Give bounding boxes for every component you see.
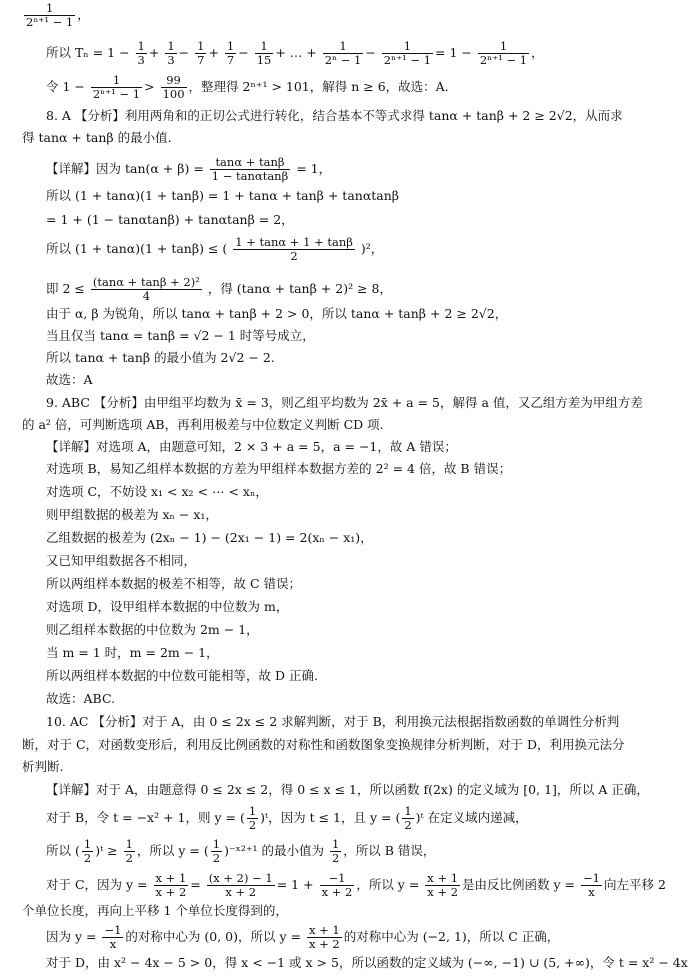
text-line: 所以 Tₙ = 1 − $\frac{1}{3}$ + $\frac{1}{3}$ − $\frac{1}{7}$ + $\frac{1}{7}$ − $\frac{1}{15}$ + … + $\frac{1}{\text{2ⁿ − 1}}$ − $\frac{1}{\text{2ⁿ⁺¹ − 1}}$ = 1 − $\frac{1}{\text{2ⁿ⁺¹ − 1}}$ ， xyxy=(46,39,544,67)
text-line: 当且仅当 tanα = tanβ = √2 − 1 时等号成立， xyxy=(46,328,315,343)
text-line: 对于 C，因为 y = $\frac{x + 1}{x + 2}$ = $\frac{(x + 2) - 1}{x + 2}$ = 1 + $\frac{-1}{x + 2}$ ，所以 y = $\frac{x + 1}{x + 2}$ 是由反比例函数 y = $\frac{-1}{x}$ 向左平移 2 xyxy=(46,871,666,899)
text-line: 所以 tanα + tanβ 的最小值为 2√2 − 2. xyxy=(46,350,275,365)
fraction-line: $\frac{1}{\text{2ⁿ⁺¹ − 1}}$ ， xyxy=(26,1,90,29)
text-line: 即 2 ≤ $\frac{\text{(tanα + tanβ + 2)²}}{4}$ ，得 (tanα + tanβ + 2)² ≥ 8， xyxy=(46,275,392,303)
text-line: 又已知甲组数据各不相同， xyxy=(46,553,197,568)
text-line: 当 m = 1 时，m = 2m − 1， xyxy=(46,645,219,660)
text-line: 由于 α, β 为锐角，所以 tanα + tanβ + 2 > 0，所以 tanα + tanβ + 2 ≥ 2√2， xyxy=(46,306,508,321)
text-line: 令 1 − $\frac{1}{\text{2ⁿ⁺¹ − 1}}$ > $\frac{99}{100}$ ，整理得 2ⁿ⁺¹ > 101，解得 n ≥ 6，故选：A. xyxy=(46,73,449,101)
text-line: 对选项 C，不妨设 x₁ < x₂ < ⋯ < xₙ， xyxy=(46,484,268,499)
q8-analysis-cont: 得 tanα + tanβ 的最小值. xyxy=(22,130,172,145)
text-line: 所以 (1 + tanα)(1 + tanβ) ≤ ( $\frac{1 + \tan\alpha + 1 + \tan\beta}{2}$ )²， xyxy=(46,235,384,263)
q10-detail: 【详解】对于 A，由题意得 0 ≤ 2x ≤ 2，得 0 ≤ x ≤ 1，所以函数 f(2x) 的定义域为 [0, 1]，所以 A 正确， xyxy=(46,782,649,797)
text-line: 对选项 D，设甲组样本数据的中位数为 m， xyxy=(46,599,289,614)
text-line: 则乙组样本数据的中位数为 2m − 1， xyxy=(46,622,259,637)
text-line: 对于 B，令 t = −x² + 1，则 y = ( $\frac{1}{2}$ )ᵗ，因为 t ≤ 1，且 y = ( $\frac{1}{2}$ )ᵗ 在定义域内递减， xyxy=(46,804,528,832)
text-line: 因为 y = $\frac{-1}{x}$ 的对称中心为 (0, 0)，所以 y = $\frac{x + 1}{x + 2}$ 的对称中心为 (−2, 1)，所以 C 正确， xyxy=(46,923,560,951)
text-line: 故选：A xyxy=(46,372,93,387)
text-line: 所以 (1 + tanα)(1 + tanβ) = 1 + tanα + tanβ + tanαtanβ xyxy=(46,188,400,203)
text-line: 则甲组数据的极差为 xₙ − x₁， xyxy=(46,507,218,522)
q9-detail: 【详解】对选项 A，由题意可知，2 × 3 + a = 5，a = −1，故 A 错误； xyxy=(46,439,457,454)
q9-analysis-cont: 的 a² 倍，可判断选项 AB，再利用极差与中位数定义判断 CD 项. xyxy=(22,417,384,432)
fraction: $\frac{1}{\text{2ⁿ⁺¹ − 1}}$ xyxy=(26,1,74,29)
text-line: 个单位长度，再向上平移 1 个单位长度得到的， xyxy=(22,903,288,918)
text-line: 故选：ABC. xyxy=(46,691,116,706)
text-line: 对于 D，由 x² − 4x − 5 > 0，得 x < −1 或 x > 5，所以函数的定义域为 (−∞, −1) ∪ (5, +∞)，令 t = x² − 4x xyxy=(46,955,688,970)
q9-analysis: 9. ABC 【分析】由甲组平均数为 x̄ = 3，则乙组平均数为 2x̄ + a = 5，解得 a 值，又乙组方差为甲组方差 xyxy=(46,395,643,410)
text-line: 所以 ( $\frac{1}{2}$ )ᵗ ≥ $\frac{1}{2}$ ，所以 y = ( $\frac{1}{2}$ )⁻ˣ²⁺¹ 的最小值为 $\frac{1}{2}$ ，所以 B 错误， xyxy=(46,837,436,865)
q10-analysis-cont: 析判断. xyxy=(22,759,64,774)
q8-detail: 【详解】因为 tan(α + β) = $\frac{\tan\alpha + \tan\beta}{1 - \tan\alpha\tan\beta}$ = 1， xyxy=(46,155,332,183)
q10-analysis-cont: 断，对于 C，对函数变形后，利用反比例函数的对称性和函数图象变换规律分析判断，对于 D，利用换元法分 xyxy=(22,737,625,752)
q8-analysis: 8. A 【分析】利用两角和的正切公式进行转化，结合基本不等式求得 tanα + tanβ + 2 ≥ 2√2，从而求 xyxy=(46,108,623,123)
text-line: 所以两组样本数据的极差不相等，故 C 错误； xyxy=(46,576,302,591)
text-line: 所以两组样本数据的中位数可能相等，故 D 正确. xyxy=(46,668,318,683)
text-line: 对选项 B，易知乙组样本数据的方差为甲组样本数据方差的 2² = 4 倍，故 B 错误； xyxy=(46,461,512,476)
q10-analysis: 10. AC 【分析】对于 A，由 0 ≤ 2x ≤ 2 求解判断，对于 B，利用换元法根据指数函数的单调性分析判 xyxy=(46,714,620,729)
text-line: = 1 + (1 − tanαtanβ) + tanαtanβ = 2， xyxy=(46,212,294,227)
text-line: 乙组数据的极差为 (2xₙ − 1) − (2x₁ − 1) = 2(xₙ − x₁)， xyxy=(46,530,373,545)
